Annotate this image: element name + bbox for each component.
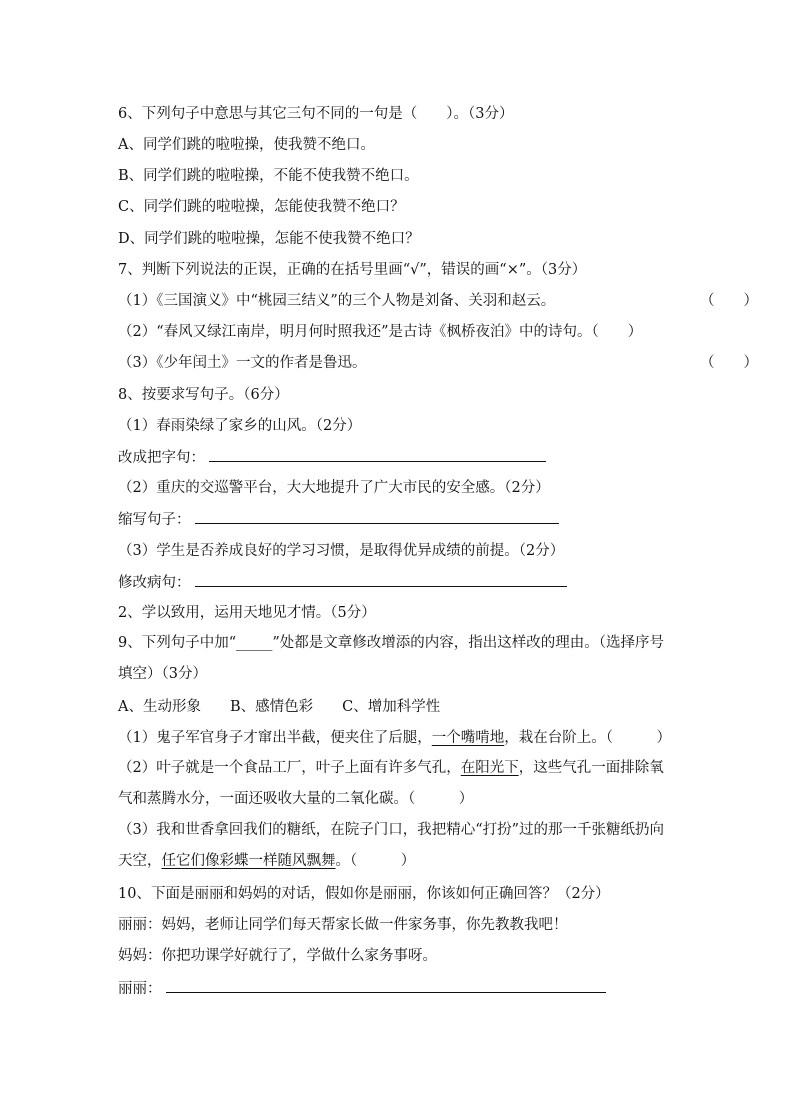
q9-item-2-post: ，这些气孔一面排除氧气和蒸腾水分，一面还吸收大量的二氧化碳。（ ） bbox=[118, 760, 664, 807]
q10-answer-row bbox=[118, 978, 750, 999]
q9-stem-part-a: 9、下列句子中加“ bbox=[118, 635, 237, 651]
q8-item-2-task-label: 缩写句子： bbox=[118, 512, 191, 528]
q10-answer-label: 丽丽： bbox=[118, 981, 162, 997]
q9-item-3-post: 。（ ） bbox=[335, 853, 416, 869]
q10-dialogue-line-1: 丽丽：妈妈，老师让同学们每天帮家长做一件家务事，你先教教我吧！ bbox=[118, 917, 568, 933]
q10-answer-blank[interactable] bbox=[166, 978, 606, 993]
q6-option-d: D、同学们跳的啦啦操，怎能不使我赞不绝口？ bbox=[118, 231, 420, 247]
q8-item-2-answer-blank[interactable] bbox=[195, 509, 559, 524]
q9-item-3-pre: （3）我和世香拿回我们的糖纸，在院子门口，我把精心“打扮”过的那一千张糖纸扔向天空， bbox=[118, 822, 665, 869]
q9-item-2-pre: （2）叶子就是一个食品工厂，叶子上面有许多气孔， bbox=[118, 760, 461, 776]
q8-item-1-sentence: （1）春雨染绿了家乡的山风。（2分） bbox=[118, 418, 362, 434]
q7-item-2-text: （2）“春风又绿江南岸，明月何时照我还”是古诗《枫桥夜泊》中的诗句。（ ） bbox=[118, 324, 643, 340]
q9-stem-part-b: ”处都是文章修改增添的内容，指出这样改的理由。（选择序号填空）（3分） bbox=[118, 635, 665, 682]
q9-item-1-pre: （1）鬼子军官身子才窜出半截，便夹住了后腿， bbox=[118, 730, 432, 746]
q9-choices: A、生动形象 B、感情色彩 C、增加科学性 bbox=[118, 699, 441, 715]
q9-item-1 bbox=[118, 728, 750, 748]
q6-option-b: B、同学们跳的啦啦操，不能不使我赞不绝口。 bbox=[118, 168, 419, 184]
q9-stem-blank: _____ bbox=[236, 635, 273, 651]
q8-item-3-task-label: 修改病句： bbox=[118, 575, 191, 591]
section-heading: 2、学以致用，运用天地见才情。（5分） bbox=[118, 605, 376, 621]
q8-item-3-answer-row bbox=[118, 572, 750, 593]
q8-item-3-sentence: （3）学生是否养成良好的学习习惯，是取得优异成绩的前提。（2分） bbox=[118, 543, 565, 559]
q6-option-c: C、同学们跳的啦啦操，怎能使我赞不绝口？ bbox=[118, 199, 405, 215]
q9-item-2-underlined: 在阳光下 bbox=[460, 760, 519, 776]
q7-stem: 7、判断下列说法的正误，正确的在括号里画“√”，错误的画“×”。（3分） bbox=[118, 262, 587, 278]
q7-item-1 bbox=[118, 291, 758, 311]
q8-stem: 8、按要求写句子。（6分） bbox=[118, 387, 289, 403]
q8-item-1-answer-row bbox=[118, 447, 750, 468]
q8-item-2-sentence: （2）重庆的交巡警平台，大大地提升了广大市民的安全感。（2分） bbox=[118, 480, 550, 496]
q9-item-2 bbox=[118, 753, 673, 815]
q6-option-a: A、同学们跳的啦啦操，使我赞不绝口。 bbox=[118, 137, 375, 153]
q8-item-2-answer-row bbox=[118, 509, 750, 530]
q9-item-3-underlined: 任它们像彩蝶一样随风飘舞 bbox=[161, 853, 336, 869]
q8-item-3-answer-blank[interactable] bbox=[195, 572, 567, 587]
q7-item-2 bbox=[118, 322, 750, 342]
q9-item-1-underlined: 一个嘴啃地 bbox=[431, 730, 505, 746]
q8-item-1-answer-blank[interactable] bbox=[209, 447, 546, 462]
q7-item-3 bbox=[118, 353, 758, 373]
q7-item-1-answer-paren[interactable]: （ ） bbox=[700, 293, 758, 309]
q9-item-3 bbox=[118, 815, 673, 877]
q7-item-3-text: （3）《少年闰土》一文的作者是鲁迅。 bbox=[118, 355, 367, 371]
q9-item-1-post: ，栽在台阶上。（ ） bbox=[504, 730, 671, 746]
q7-item-3-answer-paren[interactable]: （ ） bbox=[700, 355, 758, 371]
q10-dialogue-line-2: 妈妈：你把功课学好就行了，学做什么家务事呀。 bbox=[118, 948, 437, 964]
q10-stem: 10、下面是丽丽和妈妈的对话，假如你是丽丽，你该如何正确回答？（2分） bbox=[118, 886, 610, 902]
q8-item-1-task-label: 改成把字句： bbox=[118, 450, 205, 466]
q7-item-1-text: （1）《三国演义》中“桃园三结义”的三个人物是刘备、关羽和赵云。 bbox=[118, 293, 556, 309]
q9-stem bbox=[118, 628, 673, 690]
q6-stem: 6、下列句子中意思与其它三句不同的一句是（ ）。（3分） bbox=[118, 106, 514, 122]
